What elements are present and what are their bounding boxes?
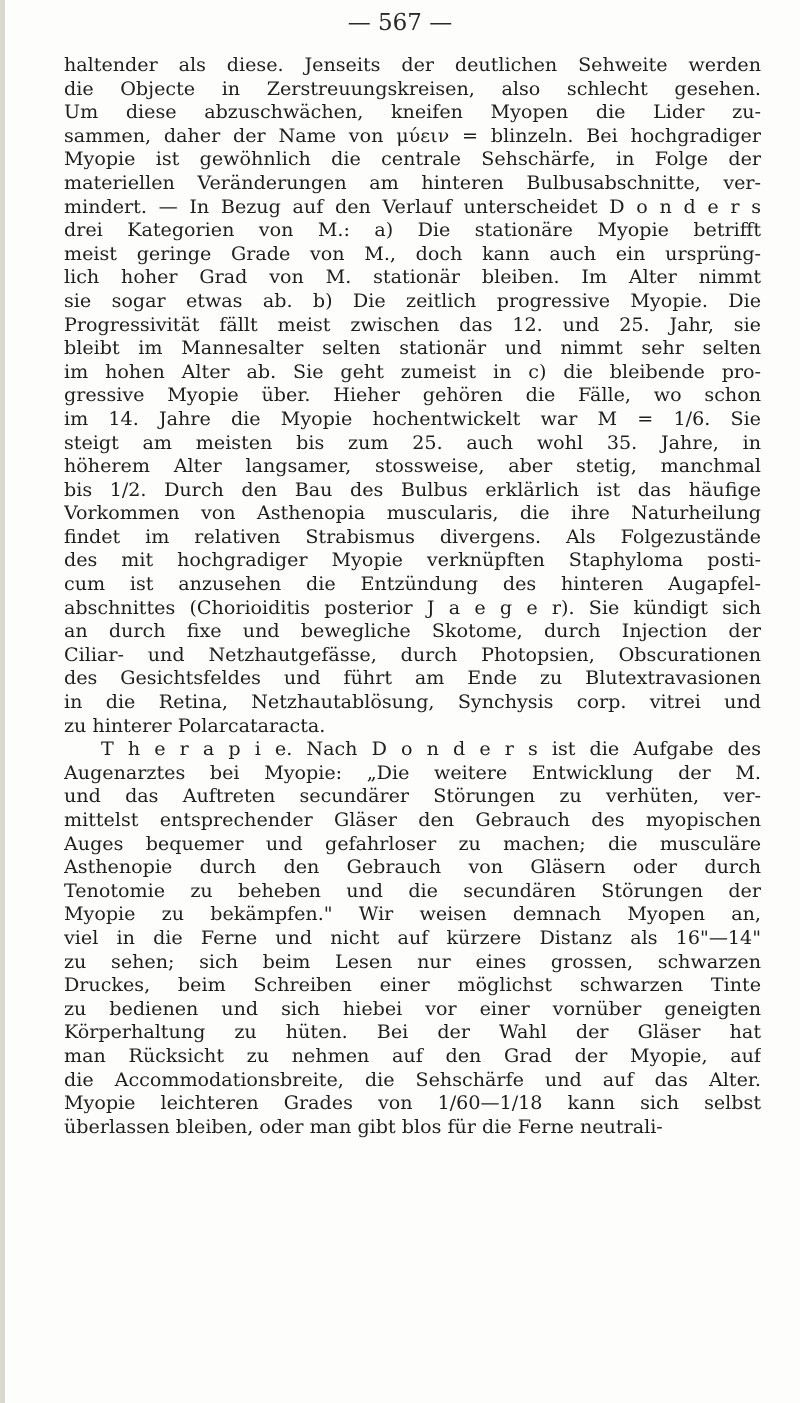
text-line: Myopie leichteren Grades von 1/60—1/18 kann sich selbst [64, 1091, 761, 1115]
text-line: findet im relativen Strabismus divergens. Als Folgezustände [64, 524, 761, 548]
text-line: in die Retina, Netzhautablösung, Synchysis corp. vitrei und [64, 690, 761, 714]
text-line: die Objecte in Zerstreuungskreisen, also schlecht gesehen. [64, 76, 761, 100]
text-line: abschnittes (Chorioiditis posterior J a e g e r). Sie kündigt sich [64, 595, 761, 619]
text-line: drei Kategorien von M.: a) Die stationäre Myopie betrifft [64, 218, 761, 242]
text-line: Um diese abzuschwächen, kneifen Myopen die Lider zu- [64, 100, 761, 124]
text-line: zu hinterer Polarcataracta. [64, 713, 326, 737]
text-line: sie sogar etwas ab. b) Die zeitlich progressive Myopie. Die [64, 288, 761, 312]
text-line: meist geringe Grade von M., doch kann auch ein ursprüng- [64, 241, 761, 265]
text-line: Augenarztes bei Myopie: „Die weitere Entwicklung der M. [64, 760, 761, 784]
text-line: Vorkommen von Asthenopia muscularis, die ihre Naturheilung [64, 501, 761, 525]
text-line: materiellen Veränderungen am hinteren Bulbusabschnitte, ver- [64, 170, 761, 194]
text-line: gressive Myopie über. Hieher gehören die Fälle, wo schon [64, 383, 761, 407]
text-line: cum ist anzusehen die Entzündung des hinteren Augapfel- [64, 572, 761, 596]
text-line: an durch fixe und bewegliche Skotome, durch Injection der [64, 619, 761, 643]
text-line: haltender als diese. Jenseits der deutlichen Sehweite werden [64, 53, 761, 76]
text-line: T h e r a p i e. Nach D o n d e r s ist die Aufgabe des [101, 737, 761, 761]
text-line: viel in die Ferne und nicht auf kürzere Distanz als 16"—14" [64, 925, 761, 949]
body-text [64, 53, 761, 1138]
text-line: Körperhaltung zu hüten. Bei der Wahl der Gläser hat [64, 1020, 761, 1044]
text-line: sammen, daher der Name von μύειν = blinzeln. Bei hochgradiger [64, 123, 761, 147]
text-line: mindert. — In Bezug auf den Verlauf unterscheidet D o n d e r s [64, 194, 761, 218]
text-line: die Accommodationsbreite, die Sehschärfe und auf das Alter. [64, 1067, 761, 1091]
text-line: mittelst entsprechender Gläser den Gebrauch des myopischen [64, 808, 761, 831]
text-line: Myopie ist gewöhnlich die centrale Sehschärfe, in Folge der [64, 147, 761, 171]
text-line: bleibt im Mannesalter selten stationär und nimmt sehr selten [64, 336, 761, 360]
text-line: zu sehen; sich beim Lesen nur eines grossen, schwarzen [64, 949, 761, 973]
text-line: lich hoher Grad von M. stationär bleiben. Im Alter nimmt [64, 265, 761, 289]
text-line: Auges bequemer und gefahrloser zu machen; die musculäre [64, 831, 761, 855]
text-line: Tenotomie zu beheben und die secundären Störungen der [64, 878, 761, 902]
text-line: überlassen bleiben, oder man gibt blos für die Ferne neutrali- [64, 1114, 663, 1138]
text-line: im hohen Alter ab. Sie geht zumeist in c) die bleibende pro- [64, 359, 761, 383]
text-line: man Rücksicht zu nehmen auf den Grad der Myopie, auf [64, 1043, 761, 1067]
text-line: Asthenopie durch den Gebrauch von Gläsern oder durch [64, 855, 761, 879]
text-line: zu bedienen und sich hiebei vor einer vornüber geneigten [64, 996, 761, 1020]
text-line: Progressivität fällt meist zwischen das 12. und 25. Jahr, sie [64, 312, 761, 336]
text-line: Ciliar- und Netzhautgefässe, durch Photopsien, Obscurationen [64, 642, 761, 666]
text-line: des Gesichtsfeldes und führt am Ende zu Blutextravasionen [64, 666, 761, 690]
text-line: im 14. Jahre die Myopie hochentwickelt war M = 1/6. Sie [64, 406, 761, 430]
text-line: Druckes, beim Schreiben einer möglichst schwarzen Tinte [64, 973, 761, 997]
text-line: steigt am meisten bis zum 25. auch wohl 35. Jahre, in [64, 430, 761, 454]
text-line: und das Auftreten secundärer Störungen zu verhüten, ver- [64, 784, 761, 808]
page-edge [0, 0, 5, 1403]
text-line: des mit hochgradiger Myopie verknüpften Staphyloma posti- [64, 548, 761, 572]
text-line: bis 1/2. Durch den Bau des Bulbus erklärlich ist das häufige [64, 477, 761, 501]
text-line: höherem Alter langsamer, stossweise, aber stetig, manchmal [64, 454, 761, 478]
page-number: — 567 — [347, 10, 453, 36]
text-line: Myopie zu bekämpfen." Wir weisen demnach Myopen an, [64, 902, 761, 926]
